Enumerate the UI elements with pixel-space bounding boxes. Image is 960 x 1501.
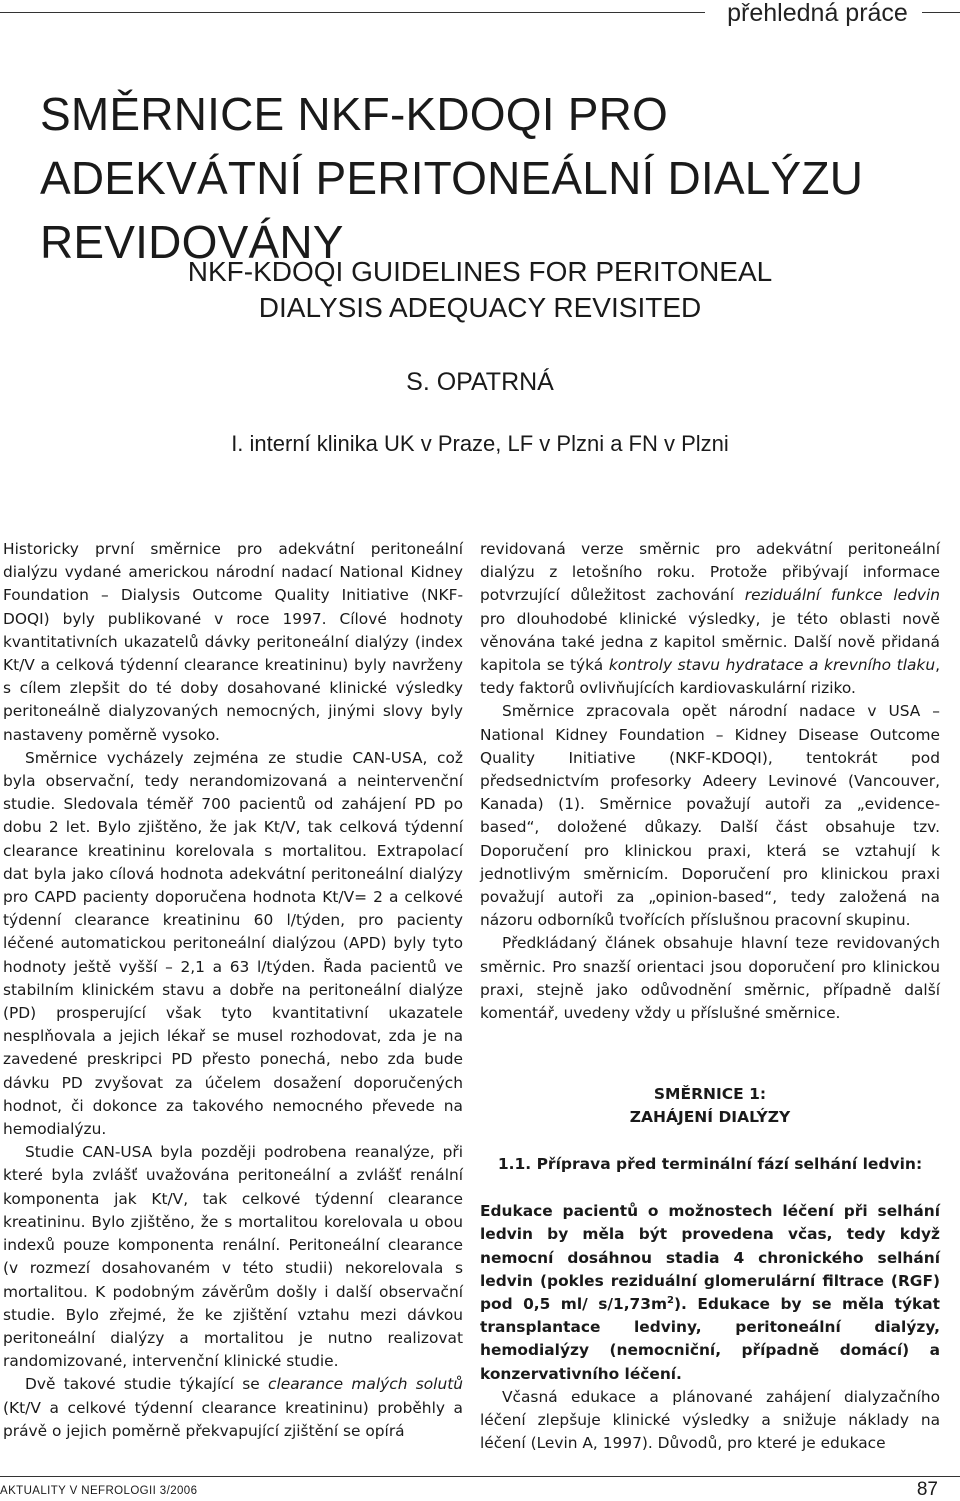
- journal-name: AKTUALITY V NEFROLOGII 3/2006: [0, 1485, 198, 1497]
- paragraph: Předkládaný článek obsahuje hlavní teze revidovaných směrnic. Pro snazší orientaci jsou doporučení pro klinickou praxi, stejně jako odůvodnění směrnic, případně další komentář, uvedeny vždy u příslušné směrnice.: [480, 934, 940, 1023]
- affiliation: I. interní klinika UK v Praze, LF v Plzni a FN v Plzni: [231, 431, 729, 456]
- guideline-paragraph: [480, 1200, 940, 1386]
- footer-rule: [0, 1476, 960, 1477]
- section-label: přehledná práce: [727, 0, 908, 27]
- text-run: Edukace pacientů o možnostech léčení při selhání ledvin by měla být provedena včas, tedy když nemocní dosáhnou stadia 4 chronického selhání ledvin (pokles reziduální glomerulární filtrace (RGF) pod 0,5 ml/ s/1,73m: [480, 1202, 940, 1314]
- subsection-heading: 1.1. Příprava před terminální fází selhání ledvin:: [497, 1155, 923, 1174]
- section-heading-line-2: ZAHÁJENÍ DIALÝZY: [629, 1108, 791, 1127]
- right-column: [480, 538, 940, 1456]
- left-column: [3, 538, 463, 1443]
- paragraph: Včasná edukace a plánované zahájení dialyzačního léčení zlepšuje klinické výsledky a snižuje náklady na léčení (Levin A, 1997). Důvodů, pro které je edukace: [480, 1387, 940, 1453]
- header-rule-left: [0, 12, 705, 13]
- english-title-line-1: NKF-KDOQI GUIDELINES FOR PERITONEAL: [187, 256, 773, 287]
- page-number: 87: [916, 1479, 938, 1500]
- author: S. OPATRNÁ: [406, 368, 554, 396]
- paragraph: Směrnice vycházely zejména ze studie CAN-USA, což byla observační, tedy nerandomizovaná a neintervenční studie. Sledovala téměř 700 pacientů od zahájení PD po dobu 2 let. Bylo zjištěno, že jak Kt/V, tak celková týdenní clearance kreatininu korelovala s mortalitou. Extrapolací dat byla jako cílová hodnota adekvátní peritoneální dialýzy pro CAPD pacienty doporučena hodnota Kt/V= 2 a celkové týdenní clearance kreatininu 60 l/týden, pro pacienty léčené automatickou peritoneální dialýzou (APD) byly tyto hodnoty ještě vyšší – 2,1 a 63 l/týden. Řada pacientů ve stabilním klinickém stavu a dobře na peritoneální dialýze (PD) prosperující však tyto kvantitativní ukazatele nesplňovala a jejich lékař se musel rozhodovat, zda je na zavedené preskripci PD přesto ponechá, nebo zda bude dávku PD zvyšovat za účelem dosažení doporučených hodnot, či dokonce za takového nemocného převede na hemodialýzu.: [3, 748, 463, 1139]
- paragraph: Studie CAN-USA byla později podrobena reanalýze, při které byla zvlášť uvažována peritoneální a zvlášť renální komponenta jak Kt/V, tak celkové týdenní clearance kreatininu. Bylo zjištěno, že s mortalitou korelovala u obou indexů pouze komponenta renální. Peritoneální clearance (v rozmezí dosahovaném v této studii) nekorelovala s mortalitou. K podobným závěrům došly i další observační studie. Bylo zřejmé, že ke zjištění vztahu mezi dávkou peritoneální dialýzy a mortalitou je nutno realizovat randomizované, intervenční klinické studie.: [3, 1143, 463, 1371]
- english-title: [0, 254, 960, 326]
- italic-term: kontroly stavu hydratace a krevního tlaku: [608, 656, 936, 675]
- text-run: ). Edukace by se měla týkat transplantace ledviny, peritoneální dialýzy, hemodialýzy (nemocniční, případně domácí) a konzervativního léčení.: [480, 1295, 940, 1383]
- italic-term: clearance malých solutů: [268, 1375, 463, 1394]
- paragraph: Směrnice zpracovala opět národní nadace v USA – National Kidney Foundation – Kidney Disease Outcome Quality Initiative (NKF-KDOQI), tentokrát pod předsednictvím profesorky Adeery Levinové (Vancouver, Kanada) (1). Směrnice považují autoři za „evidence-based“, doložené důkazy. Další část obsahuje tzv. Doporučení pro klinickou praxi, která se vztahují k jednotlivým směrnicím. Doporučení pro klinickou praxi považují autoři za „opinion-based“, tedy založená na názoru odborníků tvořících příslušnou pracovní skupinu.: [480, 702, 940, 930]
- section-heading-line-1: SMĚRNICE 1:: [653, 1085, 767, 1104]
- italic-term: reziduální funkce ledvin: [744, 586, 941, 605]
- paragraph: Historicky první směrnice pro adekvátní peritoneální dialýzu vydané americkou národní nadací National Kidney Foundation – Dialysis Outcome Quality Initiative (NKF-DOQI) byly publikované v roce 1997. Cílové hodnoty kvantitativních ukazatelů dávky peritoneální dialýzy (index Kt/V a celková týdenní clearance kreatininu) byly navrženy s cílem zlepšit do té doby dosahované klinické výsledky peritoneálně dialyzovaných nemocných, jinými slovy byly nastaveny poměrně vysoko.: [3, 540, 463, 744]
- article-title: SMĚRNICE NKF-KDOQI PRO ADEKVÁTNÍ PERITONEÁLNÍ DIALÝZU REVIDOVÁNY: [40, 88, 864, 268]
- header-rule-right: [922, 12, 960, 13]
- superscript: 2: [667, 1294, 674, 1306]
- paragraph: [3, 1373, 463, 1443]
- text-run: , tedy faktorů ovlivňujících kardiovaskulární riziko.: [480, 656, 940, 698]
- text-run: pro dlouhodobé klinické výsledky, je této oblasti nově věnována také jedna z kapitol směrnic. Další nově přidaná kapitola se týká: [480, 609, 940, 675]
- paragraph: [480, 538, 940, 700]
- english-title-line-2: DIALYSIS ADEQUACY REVISITED: [258, 292, 702, 323]
- text-run: Dvě takové studie týkající se: [25, 1375, 269, 1394]
- text-run: (Kt/V a celkové týdenní clearance kreatininu) proběhly a právě o jejich poměrně překvapující zjištění se opírá: [3, 1398, 463, 1440]
- text-run: revidovaná verze směrnic pro adekvátní peritoneální dialýzu z letošního roku. Protože přibývají informace potvrzující důležitost zachování: [480, 540, 940, 605]
- section-heading: [480, 1083, 940, 1129]
